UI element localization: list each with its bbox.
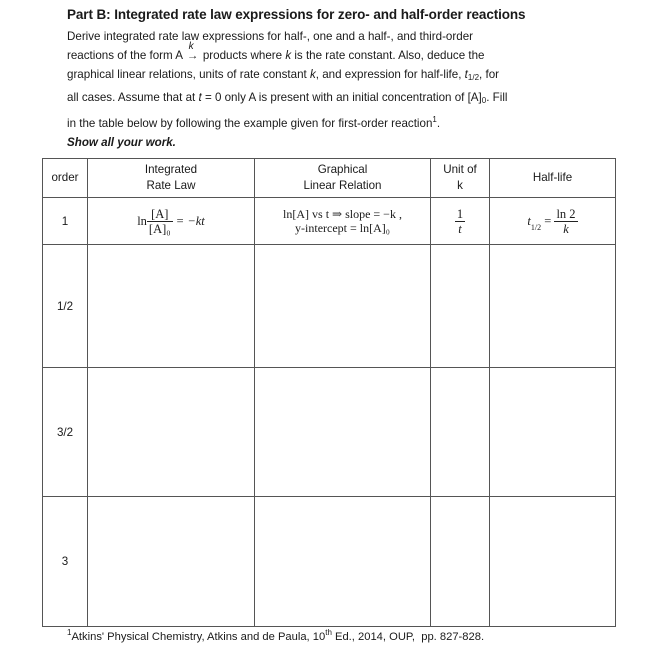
header-half-life — [490, 159, 616, 198]
graphical-relation-answer-cell[interactable] — [255, 497, 431, 627]
instructions-text: = 0 only A is present with an initial concentration of [A] — [204, 90, 482, 104]
instructions-text: , and expression for half-life, — [315, 68, 462, 82]
header-label: Half-life — [532, 171, 573, 184]
table-row — [43, 368, 616, 497]
footnote-marker: 1 — [432, 114, 437, 124]
fraction-numerator: ln 2 — [556, 206, 576, 221]
header-label: k — [457, 179, 463, 192]
half-life-answer-cell[interactable] — [490, 245, 616, 368]
show-work-note: Show all your work. — [67, 136, 176, 150]
instructions-line-4 — [67, 88, 607, 110]
arrow-icon: → — [186, 49, 199, 63]
instructions-text: . Fill — [486, 90, 508, 104]
table-header-row — [43, 159, 616, 198]
rate-law-table — [42, 158, 616, 627]
header-label: Integrated — [144, 163, 198, 176]
order-value: 1/2 — [56, 299, 74, 313]
table-row — [43, 245, 616, 368]
footnote-marker: 1 — [67, 628, 72, 637]
integrated-rate-law-answer-cell[interactable] — [88, 245, 255, 368]
header-order-label: order — [51, 171, 79, 184]
rate-constant-symbol: k — [285, 49, 292, 63]
order-cell — [43, 368, 88, 497]
half-life-answer-cell[interactable] — [490, 368, 616, 497]
unit-of-k-cell — [431, 198, 490, 245]
integrated-rate-law-cell — [88, 198, 255, 245]
instructions-text: is the rate constant. Also, deduce the — [294, 49, 485, 63]
equals-sign: = — [544, 213, 552, 228]
header-label: Linear Relation — [303, 179, 382, 192]
graphical-relation-answer-cell[interactable] — [255, 368, 431, 497]
header-label: Graphical — [317, 163, 368, 176]
order-value: 1 — [61, 214, 69, 228]
order-value: 3/2 — [56, 425, 74, 439]
integrated-rate-law-answer-cell[interactable] — [88, 497, 255, 627]
unit-of-k-answer-cell[interactable] — [431, 368, 490, 497]
footnote — [67, 628, 484, 643]
footnote-text: Atkins' Physical Chemistry, Atkins and de Paula, 10 — [71, 631, 326, 643]
half-life-symbol: t — [527, 213, 531, 228]
instructions-line-5 — [67, 110, 607, 133]
half-life-symbol: t — [464, 68, 468, 82]
fraction-numerator: 1 — [456, 206, 464, 221]
graphical-relation-answer-cell[interactable] — [255, 245, 431, 368]
unit-of-k-answer-cell[interactable] — [431, 245, 490, 368]
order-cell — [43, 245, 88, 368]
rate-law-rhs: = −kt — [175, 213, 205, 228]
header-label: Unit of — [443, 163, 477, 176]
integrated-rate-law-answer-cell[interactable] — [88, 368, 255, 497]
fraction-numerator: [A] — [147, 207, 173, 222]
reaction-products-text: products where — [202, 49, 283, 63]
header-label: Rate Law — [146, 179, 196, 192]
arrow-rate-constant: k — [188, 41, 194, 53]
instructions-line-3 — [67, 65, 607, 87]
instructions-text: . — [436, 116, 441, 130]
reaction-reactant: reactions of the form A — [67, 49, 183, 63]
half-life-fraction — [554, 207, 577, 236]
header-integrated-rate-law — [88, 159, 255, 198]
instructions-line-2 — [67, 41, 607, 65]
section-heading: Part B: Integrated rate law expressions for zero- and half-order reactions — [67, 7, 526, 22]
intercept-relation: y-intercept = ln[A]₀ — [295, 221, 390, 235]
header-unit-of-k — [431, 159, 490, 198]
graphical-relation-cell — [255, 198, 431, 245]
fraction-denominator: [A]₀ — [148, 221, 171, 236]
unit-of-k-answer-cell[interactable] — [431, 497, 490, 627]
instructions-text: , for — [479, 68, 500, 82]
time-symbol: t — [198, 90, 202, 104]
instructions-text: all cases. Assume that at — [67, 90, 196, 104]
fraction-denominator: t — [458, 221, 462, 236]
order-cell — [43, 497, 88, 627]
footnote-text: Ed., 2014, OUP, pp. 827-828. — [331, 631, 485, 643]
instructions-line-1: Derive integrated rate law expressions for half-, one and a half-, and third-order — [67, 30, 473, 43]
instructions-paragraph — [67, 27, 607, 152]
order-cell — [43, 198, 88, 245]
initial-concentration-subscript: 0 — [481, 95, 487, 105]
half-life-answer-cell[interactable] — [490, 497, 616, 627]
half-life-subscript: 1/2 — [467, 73, 480, 83]
half-life-cell — [490, 198, 616, 245]
reaction-arrow — [186, 41, 200, 65]
instructions-text: graphical linear relations, units of rate constant — [67, 68, 307, 82]
header-graphical-linear-relation — [255, 159, 431, 198]
concentration-ratio — [147, 207, 173, 236]
ln-symbol: ln — [137, 213, 147, 228]
half-life-subscript: 1/2 — [530, 222, 542, 232]
footnote-ordinal: th — [325, 628, 332, 637]
fraction-denominator: k — [563, 221, 569, 236]
header-order — [43, 159, 88, 198]
order-value: 3 — [61, 555, 69, 568]
table-row — [43, 497, 616, 627]
unit-fraction — [455, 207, 465, 236]
instructions-text: in the table below by following the example given for first-order reaction — [67, 116, 433, 130]
rate-constant-symbol: k — [309, 68, 316, 82]
table-row-first-order — [43, 198, 616, 245]
slope-relation: ln[A] vs t ⇒ slope = −k , — [283, 207, 402, 221]
